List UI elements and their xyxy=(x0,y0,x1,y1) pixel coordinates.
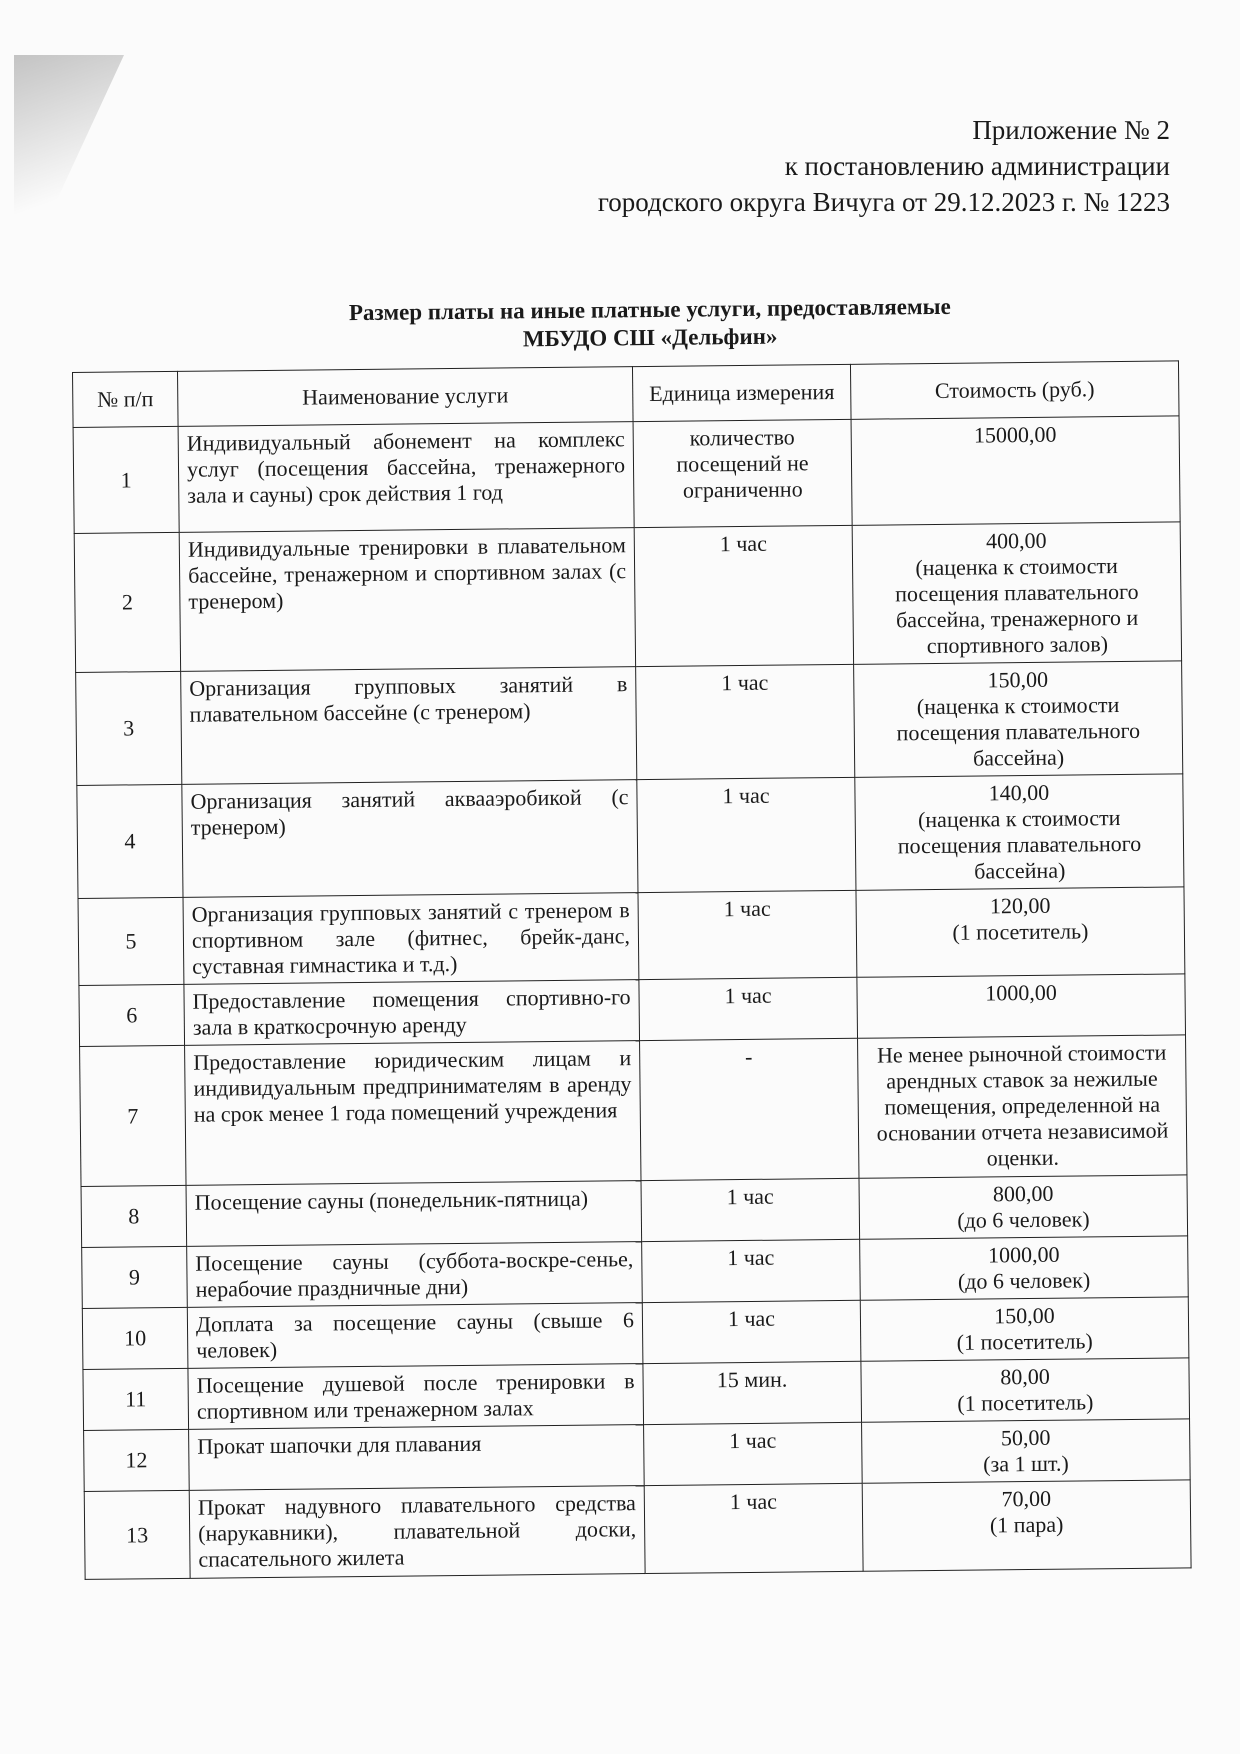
unit: 1 час xyxy=(639,977,858,1040)
row-number: 1 xyxy=(73,426,179,533)
cost-value: 800,00 xyxy=(992,1180,1054,1207)
cost-value: 70,00 xyxy=(1001,1485,1052,1512)
table-row xyxy=(80,1035,1187,1187)
service-name: Прокат надувного плавательного средства (нарукавники), плавательной доски, спасательного жилета xyxy=(189,1486,645,1579)
service-name: Предоставление юридическим лицам и индивидуальным предпринимателям в аренду на срок менее 1 года помещений учреждения xyxy=(185,1041,641,1186)
cost-cell xyxy=(858,1035,1187,1178)
table-row xyxy=(84,1419,1191,1492)
table-row xyxy=(83,1358,1190,1431)
header-unit: Единица измерения xyxy=(632,364,851,421)
cost-value: Не менее рыночной стоимости арендных ставок за нежилые помещения, определенной на основании отчета независимой оценки. xyxy=(876,1039,1169,1171)
row-number: 5 xyxy=(78,897,184,985)
document-title xyxy=(290,292,1011,356)
table-row xyxy=(81,1175,1188,1248)
table-row xyxy=(79,974,1186,1047)
cost-value: 80,00 xyxy=(1000,1363,1050,1390)
header-cost: Стоимость (руб.) xyxy=(850,361,1179,419)
unit: 1 час xyxy=(642,1239,861,1302)
header-name: Наименование услуги xyxy=(177,367,633,427)
cost-note: (до 6 человек) xyxy=(957,1206,1090,1233)
cost-value: 1000,00 xyxy=(987,1241,1060,1268)
cost-note: (наценка к стоимости посещения плавательного бассейна, тренажерного и спортивного залов) xyxy=(895,553,1139,659)
service-name: Индивидуальный абонемент на комплекс услуг (посещения бассейна, тренажерного зала и сауны) срок действия 1 год xyxy=(178,422,634,533)
services-table xyxy=(72,360,1192,1580)
cost-note: (1 посетитель) xyxy=(952,918,1089,945)
cost-cell xyxy=(857,974,1186,1038)
cost-note: (до 6 человек) xyxy=(957,1267,1091,1294)
cost-cell xyxy=(860,1297,1189,1361)
cost-cell xyxy=(860,1236,1189,1300)
cost-cell xyxy=(852,522,1181,664)
unit: 1 час xyxy=(642,1300,861,1363)
table-row xyxy=(73,416,1180,534)
cost-cell xyxy=(855,774,1184,890)
unit: 1 час xyxy=(637,777,856,892)
cost-note: (1 пара) xyxy=(989,1511,1064,1538)
table-row xyxy=(78,887,1185,986)
service-name: Посещение душевой после тренировки в спортивном или тренажерном залах xyxy=(188,1364,644,1430)
service-name: Доплата за посещение сауны (свыше 6 человек) xyxy=(187,1303,643,1369)
annex-decree: городского округа Вичуга от 29.12.2023 г. № 1223 xyxy=(597,187,1170,217)
annex-header xyxy=(470,112,1170,220)
table-row xyxy=(77,774,1184,899)
service-name: Посещение сауны (понедельник-пятница) xyxy=(186,1181,642,1247)
service-name: Организация групповых занятий в плавательном бассейне (с тренером) xyxy=(181,667,637,785)
table-row xyxy=(74,522,1181,673)
unit: 1 час xyxy=(641,1178,860,1241)
cost-value: 120,00 xyxy=(989,892,1051,919)
row-number: 4 xyxy=(77,784,183,898)
cost-cell xyxy=(861,1358,1190,1422)
unit: количество посещений не ограниченно xyxy=(633,419,852,527)
service-name: Организация занятий аквааэробикой (с тренером) xyxy=(182,780,638,898)
unit: 1 час xyxy=(644,1422,863,1485)
service-name: Прокат шапочки для плавания xyxy=(189,1425,645,1491)
cost-cell xyxy=(854,661,1183,777)
scan-artifact xyxy=(14,55,124,245)
row-number: 3 xyxy=(76,671,182,785)
row-number: 10 xyxy=(82,1307,188,1369)
annex-ref: к постановлению администрации xyxy=(784,151,1170,181)
row-number: 11 xyxy=(83,1368,189,1430)
cost-cell xyxy=(859,1175,1188,1239)
cost-value: 400,00 xyxy=(985,527,1047,554)
row-number: 7 xyxy=(80,1045,186,1186)
table-body xyxy=(73,416,1191,1580)
cost-value: 140,00 xyxy=(988,779,1050,806)
cost-value: 50,00 xyxy=(1000,1424,1051,1451)
cost-value: 1000,00 xyxy=(985,979,1057,1006)
title-line-2: МБУДО СШ «Дельфин» xyxy=(522,323,778,352)
cost-cell xyxy=(851,416,1180,525)
cost-note: (1 посетитель) xyxy=(957,1389,1094,1416)
cost-value: 15000,00 xyxy=(973,421,1057,448)
row-number: 13 xyxy=(84,1490,190,1579)
header-num: № п/п xyxy=(73,371,179,427)
cost-cell xyxy=(856,887,1185,977)
unit: 1 час xyxy=(636,664,855,779)
row-number: 8 xyxy=(81,1185,187,1247)
table-row xyxy=(84,1480,1191,1580)
cost-value: 150,00 xyxy=(994,1302,1055,1329)
service-name: Посещение сауны (суббота-воскре-сенье, нерабочие праздничные дни) xyxy=(187,1242,643,1308)
unit: 15 мин. xyxy=(643,1361,862,1424)
cost-note: (наценка к стоимости посещения плавательного бассейна) xyxy=(896,692,1141,771)
unit: 1 час xyxy=(638,890,857,979)
unit: 1 час xyxy=(634,525,853,666)
unit: 1 час xyxy=(644,1483,863,1573)
table-row xyxy=(76,661,1183,786)
cost-cell xyxy=(862,1419,1191,1483)
cost-cell xyxy=(862,1480,1191,1571)
unit: - xyxy=(640,1038,859,1180)
row-number: 12 xyxy=(84,1429,190,1491)
table-row xyxy=(82,1236,1189,1309)
service-name: Организация групповых занятий с тренером в спортивном зале (фитнес, брейк-данс, суставная гимнастика и т.д.) xyxy=(183,893,639,985)
annex-number: Приложение № 2 xyxy=(972,115,1170,145)
service-name: Предоставление помещения спортивно-го зала в краткосрочную аренду xyxy=(184,980,640,1046)
cost-note: (за 1 шт.) xyxy=(983,1450,1069,1477)
cost-note: (1 посетитель) xyxy=(956,1328,1093,1355)
row-number: 9 xyxy=(82,1246,188,1308)
row-number: 2 xyxy=(74,532,180,672)
service-name: Индивидуальные тренировки в плавательном бассейне, тренажерном и спортивном залах (с тренером) xyxy=(179,528,635,672)
table-row xyxy=(82,1297,1189,1370)
cost-value: 150,00 xyxy=(987,666,1049,693)
cost-note: (наценка к стоимости посещения плавательного бассейна) xyxy=(897,805,1142,884)
title-line-1: Размер платы на иные платные услуги, предоставляемые xyxy=(348,293,951,326)
row-number: 6 xyxy=(79,984,185,1046)
